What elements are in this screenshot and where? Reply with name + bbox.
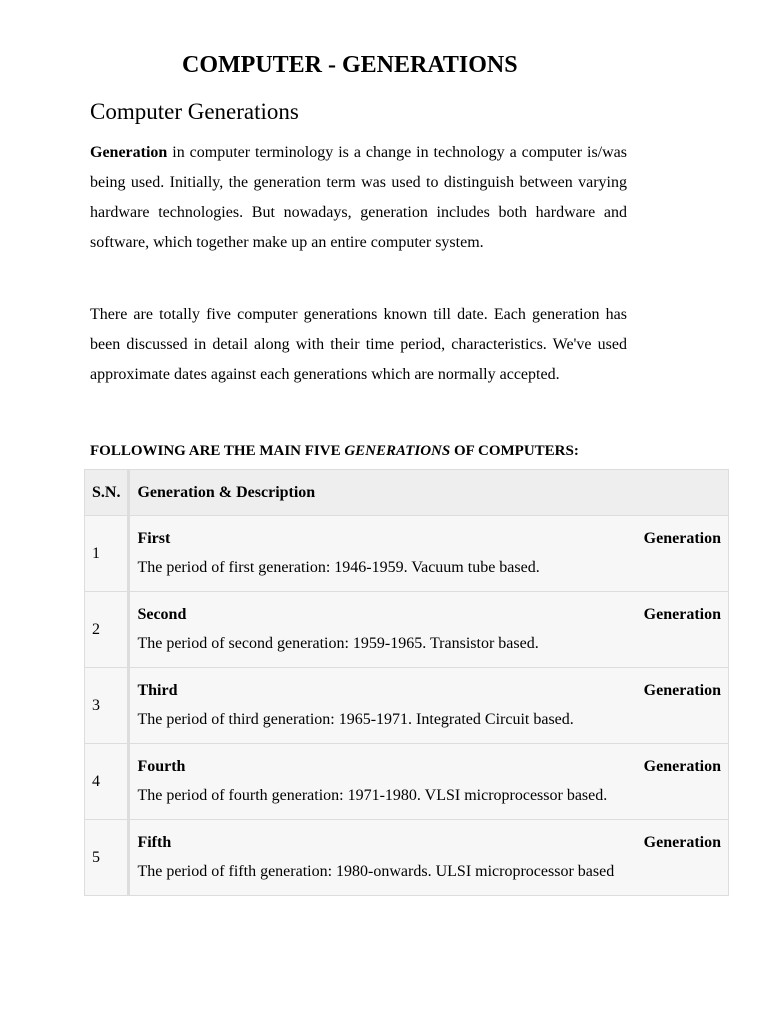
sn-cell: 3 bbox=[85, 668, 129, 744]
generation-term: Generation bbox=[90, 144, 168, 161]
generation-label: Generation bbox=[643, 682, 721, 699]
intro-paragraph bbox=[90, 138, 627, 258]
generation-label: Generation bbox=[643, 530, 721, 547]
generation-name: Third bbox=[137, 682, 178, 699]
page-title: COMPUTER - GENERATIONS bbox=[182, 52, 518, 78]
table-row bbox=[85, 516, 729, 592]
overview-paragraph: There are totally five computer generations known till date. Each generation has been discussed in detail along with their time period, characteristics. We've used approximate dates against each generations which are normally accepted. bbox=[90, 306, 627, 383]
generation-label: Generation bbox=[643, 758, 721, 775]
sn-header: S.N. bbox=[85, 470, 129, 516]
sn-cell: 2 bbox=[85, 592, 129, 668]
description-header: Generation & Description bbox=[129, 470, 729, 516]
generation-name: Second bbox=[137, 606, 187, 623]
generation-cell bbox=[129, 668, 729, 744]
table-caption bbox=[90, 441, 579, 461]
caption-prefix: FOLLOWING ARE THE MAIN FIVE bbox=[90, 443, 345, 459]
sn-cell: 1 bbox=[85, 516, 129, 592]
section-heading: Computer Generations bbox=[90, 99, 299, 124]
table-header-row bbox=[85, 470, 729, 516]
generations-table bbox=[84, 469, 729, 896]
caption-italic: GENERATIONS bbox=[344, 443, 451, 459]
generation-cell bbox=[129, 592, 729, 668]
generation-description: The period of fifth generation: 1980-onwards. ULSI microprocessor based bbox=[137, 863, 615, 880]
generation-label: Generation bbox=[643, 834, 721, 851]
generation-cell bbox=[129, 744, 729, 820]
generation-description: The period of second generation: 1959-1965. Transistor based. bbox=[137, 635, 539, 652]
caption-suffix: OF COMPUTERS: bbox=[450, 443, 579, 459]
generation-cell bbox=[129, 820, 729, 896]
generation-description: The period of first generation: 1946-1959. Vacuum tube based. bbox=[137, 559, 540, 576]
sn-cell: 5 bbox=[85, 820, 129, 896]
generation-description: The period of fourth generation: 1971-1980. VLSI microprocessor based. bbox=[137, 787, 608, 804]
table-row bbox=[85, 668, 729, 744]
sn-cell: 4 bbox=[85, 744, 129, 820]
table-row bbox=[85, 820, 729, 896]
generation-name: Fifth bbox=[137, 834, 172, 851]
generation-label: Generation bbox=[643, 606, 721, 623]
generation-name: Fourth bbox=[137, 758, 186, 775]
generation-cell bbox=[129, 516, 729, 592]
generation-name: First bbox=[137, 530, 171, 547]
intro-paragraph-text: in computer terminology is a change in technology a computer is/was being used. Initially, the generation term was used to distinguish between varying hardware technologies. But nowadays, generation includes both hardware and software, which together make up an entire computer system. bbox=[90, 144, 627, 251]
generation-description: The period of third generation: 1965-1971. Integrated Circuit based. bbox=[137, 711, 574, 728]
table-row bbox=[85, 744, 729, 820]
table-row bbox=[85, 592, 729, 668]
